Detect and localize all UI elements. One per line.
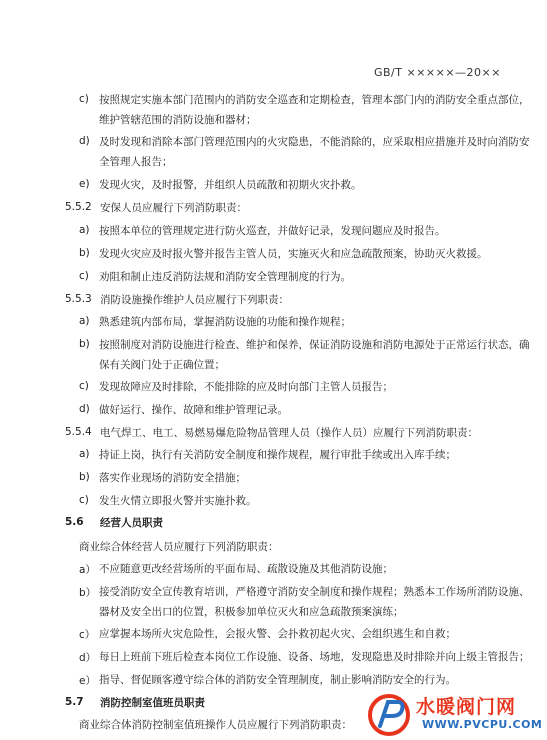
list-item-text: 发现故障应及时排除，不能排除的应及时向部门主管人员报告； bbox=[99, 381, 393, 393]
list-item-label: d) bbox=[79, 135, 90, 147]
section-heading: 安保人员应履行下列消防职责： bbox=[100, 202, 247, 214]
list-item-label: b) bbox=[79, 247, 90, 259]
list-item-text: 落实作业现场的消防安全措施； bbox=[99, 472, 246, 484]
watermark-site-name: 水暖阀门网 bbox=[416, 696, 517, 718]
list-item-text: 及时发现和消除本部门管理范围内的火灾隐患，不能消除的，应采取相应措施并及时向消防安 bbox=[99, 136, 530, 148]
list-item-label: c) bbox=[79, 494, 89, 506]
section-number: 5.7 bbox=[65, 696, 84, 708]
list-item-label: b) bbox=[79, 338, 90, 350]
list-item-text: 发现火灾应及时报火警并报告主管人员，实施灭火和应急疏散预案，协助灭火救援。 bbox=[99, 248, 488, 260]
list-item-text: 按照制度对消防设施进行检查、维护和保养，保证消防设施和消防电源处于正常运行状态，确 bbox=[99, 339, 530, 351]
list-item-text: 按照规定实施本部门范围内的消防安全巡查和定期检查，管理本部门内的消防安全重点部位， bbox=[99, 94, 530, 106]
list-item-text: 劝阻和制止违反消防法规和消防安全管理制度的行为。 bbox=[99, 271, 351, 283]
list-item-text: 持证上岗，执行有关消防安全制度和操作规程，履行审批手续或出入库手续； bbox=[99, 449, 456, 461]
list-item-text: 器材及安全出口的位置，积极参加单位灭火和应急疏散预案演练； bbox=[99, 606, 404, 618]
list-item-text: 熟悉建筑内部布局，掌握消防设施的功能和操作规程； bbox=[99, 316, 351, 328]
list-item-label: a) bbox=[79, 448, 90, 460]
list-item-text: 做好运行、操作、故障和维护管理记录。 bbox=[99, 404, 288, 416]
list-item-label: e) bbox=[79, 178, 90, 190]
list-item-label: b) bbox=[79, 471, 90, 483]
section-heading: 消防设施操作维护人员应履行下列职责： bbox=[100, 294, 289, 306]
list-item-label: e） bbox=[79, 675, 96, 687]
list-item-text: 全管理人报告； bbox=[99, 156, 173, 168]
list-item-text: 维护管辖范围的消防设施和器材； bbox=[99, 114, 257, 126]
list-item-label: a） bbox=[79, 564, 96, 576]
paragraph: 商业综合体经营人员应履行下列消防职责： bbox=[79, 541, 279, 553]
list-item-text: 每日上班前下班后检查本岗位工作设施、设备、场地，发现隐患及时排除并向上级主管报告； bbox=[99, 651, 530, 663]
list-item-label: d) bbox=[79, 403, 90, 415]
section-number: 5.5.2 bbox=[65, 201, 92, 213]
section-number: 5.5.4 bbox=[65, 426, 92, 438]
section-heading: 经营人员职责 bbox=[100, 517, 163, 529]
watermark-url: WWW.PVCPU.COM bbox=[422, 718, 543, 731]
list-item-label: a) bbox=[79, 315, 90, 327]
section-heading: 消防控制室值班员职责 bbox=[100, 697, 205, 709]
standard-code-header: GB/T ×××××—20×× bbox=[373, 66, 501, 79]
list-item-label: b） bbox=[79, 587, 97, 599]
list-item-label: c) bbox=[79, 93, 89, 105]
list-item-label: d） bbox=[79, 652, 97, 664]
section-heading: 电气焊工、电工、易燃易爆危险物品管理人员（操作人员）应履行下列消防职责： bbox=[100, 427, 478, 439]
section-number: 5.6 bbox=[65, 516, 84, 528]
list-item-text: 指导、督促顾客遵守综合体的消防安全管理制度，制止影响消防安全的行为。 bbox=[99, 674, 456, 686]
list-item-text: 保有关阀门处于正确位置； bbox=[99, 359, 225, 371]
paragraph: 商业综合体消防控制室值班操作人员应履行下列消防职责： bbox=[79, 719, 352, 731]
list-item-label: c) bbox=[79, 270, 89, 282]
list-item-text: 按照本单位的管理规定进行防火巡查，并做好记录，发现问题应及时报告。 bbox=[99, 225, 446, 237]
list-item-text: 应掌握本场所火灾危险性，会报火警、会扑救初起火灾、会组织逃生和自救； bbox=[99, 628, 456, 640]
watermark-logo-icon bbox=[366, 692, 412, 738]
list-item-label: a) bbox=[79, 224, 90, 236]
list-item-text: 接受消防安全宣传教育培训，严格遵守消防安全制度和操作规程；熟悉本工作场所消防设施、 bbox=[99, 586, 530, 598]
watermark bbox=[360, 690, 547, 740]
list-item-text: 发生火情立即报火警并实施扑救。 bbox=[99, 495, 257, 507]
list-item-text: 发现火灾，及时报警，并组织人员疏散和初期火灾扑救。 bbox=[99, 179, 362, 191]
section-number: 5.5.3 bbox=[65, 293, 92, 305]
list-item-label: c） bbox=[79, 629, 96, 641]
list-item-text: 不应随意更改经营场所的平面布局、疏散设施及其他消防设施； bbox=[99, 563, 393, 575]
list-item-label: c) bbox=[79, 380, 89, 392]
